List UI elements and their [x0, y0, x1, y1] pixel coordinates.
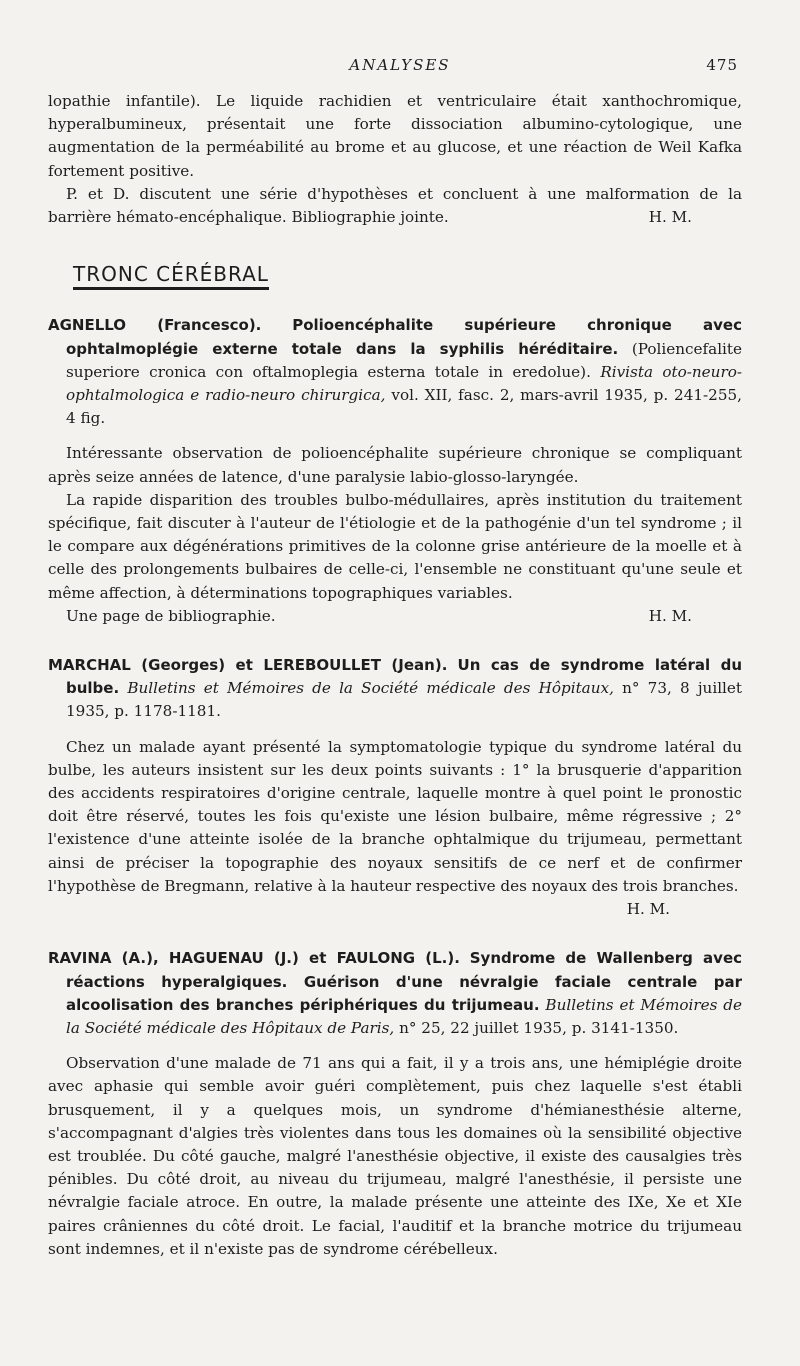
entry-2-heading — [48, 654, 742, 724]
entry-2-journal: Bulletins et Mémoires de la Société médicale des Hôpitaux, — [127, 679, 614, 698]
entry-3-reference: n° 25, 22 juillet 1935, p. 3141-1350. — [399, 1018, 679, 1037]
page-number: 475 — [706, 56, 738, 74]
entry-1-paragraph-3-text: Une page de bibliographie. — [66, 606, 276, 625]
entry-2-paragraph-1: Chez un malade ayant présenté la symptomatologie typique du syndrome latéral du bulbe, les auteurs insistent sur les deux points suivants : 1° la brusquerie d'apparition des accidents respiratoires d'origine centrale, laquelle montre à quel point le pronostic doit être réservé, toutes les fois qu'existe une lésion bulbaire, même régressive ; 2° l'existence d'une atteinte isolée de la branche ophtalmique du trijumeau, permettant ainsi de préciser la topographie des noyaux sensitifs de ce nerf et de confirmer l'hypothèse de Bregmann, relative à la hauteur respective des noyaux des trois branches. — [48, 737, 742, 895]
entry-2-signature: H. M. — [626, 900, 670, 919]
entry-3-heading — [48, 947, 742, 1040]
entry-3-paragraph-1: Observation d'une malade de 71 ans qui a fait, il y a trois ans, une hémiplégie droite avec aphasie qui semble avoir guéri complètement, puis chez laquelle s'est établi brusquement, il y a quelques mois, un syndrome d'hémianesthésie alterne, s'accompagnant d'algies très violentes dans tous les domaines où la sensibilité objective est troublée. Du côté gauche, malgré l'anesthésie objective, il existe des causalgies très pénibles. Du côté droit, au niveau du trijumeau, malgré l'anesthésie, il persiste une névralgie faciale atroce. En outre, la malade présente une atteinte des IXe, Xe et XIe paires crâniennes du côté droit. Le facial, l'auditif et la branche motrice du trijumeau sont indemnes, et il n'existe pas de syndrome cérébelleux. — [48, 1054, 742, 1258]
intro-signature: H. M. — [648, 208, 692, 227]
running-title: ANALYSES — [349, 56, 451, 74]
intro-paragraph-1: lopathie infantile). Le liquide rachidien et ventriculaire était xanthochromique, hyperalbumineux, présentait une forte dissociation albumino-cytologique, une augmentation de la perméabilité au brome et au glucose, et une réaction de Weil Kafka fortement positive. — [48, 92, 742, 180]
intro-paragraph-2 — [48, 183, 742, 229]
entry-1-paragraph-2: La rapide disparition des troubles bulbo-médullaires, après institution du traitement spécifique, fait discuter à l'auteur de l'étiologie et de la pathogénie d'un tel syndrome ; il le compare aux dégénérations primitives de la colonne grise antérieure de la moelle et à celle des prolongements bulbaires de celle-ci, l'ensemble ne constituant qu'une seule et même affection, à déterminations topographiques variables. — [48, 490, 742, 602]
entry-3-title: Syndrome de Wallenberg avec réactions hyperalgiques. Guérison d'une névralgie faciale centrale par alcoolisation des branches périphériques du trijumeau. — [66, 949, 743, 1014]
running-header — [0, 56, 800, 80]
entry-1-translation: (Poliencefalite superiore cronica con oftalmoplegia esterna totale in eredolue). — [66, 339, 743, 381]
entry-1-heading — [48, 314, 742, 430]
entry-3-journal: Bulletins et Mémoires de la Société médicale des Hôpitaux de Paris, — [66, 995, 742, 1037]
entry-1-signature: H. M. — [648, 606, 692, 625]
intro-paragraph-2-text: P. et D. discutent une série d'hypothèses et concluent à une malformation de la barrière hémato-encéphalique. Bibliographie jointe. — [48, 184, 742, 227]
entry-1-paragraph-3 — [48, 605, 742, 628]
entry-1-reference: vol. XII, fasc. 2, mars-avril 1935, p. 241-255, 4 fig. — [66, 386, 742, 428]
entry-1-authors: AGNELLO (Francesco). — [48, 316, 262, 335]
page-body — [48, 90, 742, 1261]
entry-2-title: Un cas de syndrome latéral du bulbe. — [66, 656, 743, 698]
entry-1-paragraph-1: Intéressante observation de polioencéphalite supérieure chronique se compliquant après seize années de latence, d'une paralysie labio-glosso-laryngée. — [48, 444, 742, 486]
entry-1-journal: Rivista oto-neuro-ophtalmologica e radio-neuro chirurgica, — [66, 362, 742, 405]
section-title: TRONC CÉRÉBRAL — [73, 263, 269, 290]
entry-2-reference: n° 73, 8 juillet 1935, p. 1178-1181. — [66, 679, 742, 721]
entry-2-authors: MARCHAL (Georges) et LEREBOULLET (Jean). — [48, 656, 448, 675]
entry-1-title: Polioencéphalite supérieure chronique avec ophtalmoplégie externe totale dans la syphilis héréditaire. — [66, 316, 743, 358]
entry-3-authors: RAVINA (A.), HAGUENAU (J.) et FAULONG (L.). — [48, 949, 460, 968]
